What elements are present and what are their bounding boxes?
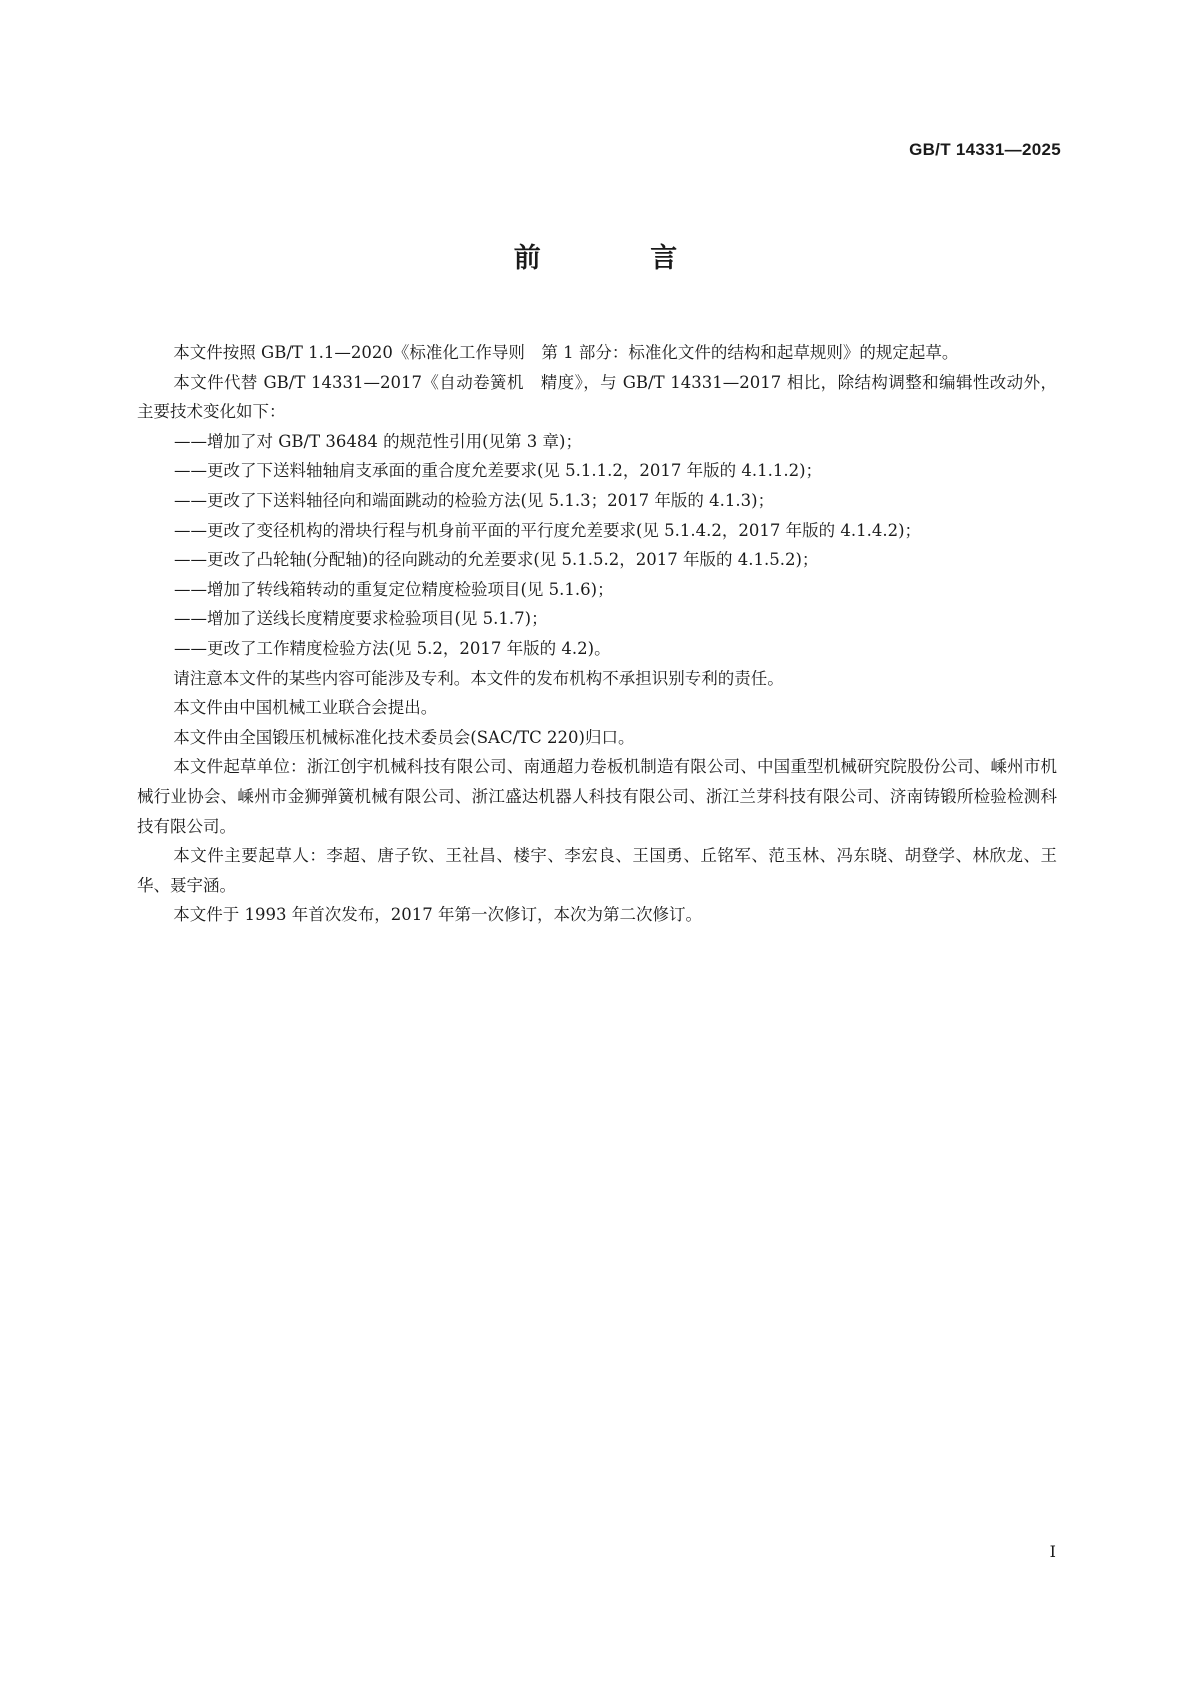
paragraph-proposer: 本文件由中国机械工业联合会提出。: [173, 698, 438, 718]
preface-body: [137, 338, 1057, 930]
change-item: ——增加了对 GB/T 36484 的规范性引用(见第 3 章)；: [174, 431, 582, 451]
standard-number: GB/T 14331—2025: [909, 140, 1061, 159]
change-item: ——增加了送线长度精度要求检验项目(见 5.1.7)；: [174, 609, 548, 629]
paragraph-drafting-rules: 本文件按照 GB/T 1.1—2020《标准化工作导则 第 1 部分：标准化文件的结构和起草规则》的规定起草。: [173, 343, 959, 362]
change-item: ——更改了变径机构的滑块行程与机身前平面的平行度允差要求(见 5.1.4.2，2017 年版的 4.1.4.2)；: [174, 520, 922, 540]
page-number: I: [1049, 1542, 1056, 1561]
change-item: ——更改了下送料轴轴肩支承面的重合度允差要求(见 5.1.1.2，2017 年版的 4.1.1.2)；: [174, 461, 823, 481]
paragraph-committee: 本文件由全国锻压机械标准化技术委员会(SAC/TC 220)归口。: [173, 727, 635, 747]
paragraph-history: 本文件于 1993 年首次发布，2017 年第一次修订，本次为第二次修订。: [173, 905, 703, 925]
change-item: ——增加了转线箱转动的重复定位精度检验项目(见 5.1.6)；: [174, 579, 614, 599]
paragraph-patent-notice: 请注意本文件的某些内容可能涉及专利。本文件的发布机构不承担识别专利的责任。: [173, 668, 784, 688]
page-title: 前 言: [513, 243, 728, 274]
change-item: ——更改了工作精度检验方法(见 5.2，2017 年版的 4.2)。: [174, 638, 611, 658]
paragraph-drafting-units: 本文件起草单位：浙江创宇机械科技有限公司、南通超力卷板机制造有限公司、中国重型机械研究院股份公司、嵊州市机械行业协会、嵊州市金狮弹簧机械有限公司、浙江盛达机器人科技有限公司、浙江兰芽科技有限公司、济南铸锻所检验检测科技有限公司。: [137, 757, 1057, 836]
paragraph-drafters: 本文件主要起草人：李超、唐子钦、王社昌、楼宇、李宏良、王国勇、丘铭军、范玉林、冯东晓、胡登学、林欣龙、王华、聂宇涵。: [137, 846, 1057, 895]
paragraph-replacement: 本文件代替 GB/T 14331—2017《自动卷簧机 精度》，与 GB/T 14331—2017 相比，除结构调整和编辑性改动外，主要技术变化如下：: [137, 372, 1057, 422]
change-item: ——更改了凸轮轴(分配轴)的径向跳动的允差要求(见 5.1.5.2，2017 年版的 4.1.5.2)；: [174, 550, 819, 570]
change-item: ——更改了下送料轴径向和端面跳动的检验方法(见 5.1.3；2017 年版的 4.1.3)；: [174, 490, 775, 510]
